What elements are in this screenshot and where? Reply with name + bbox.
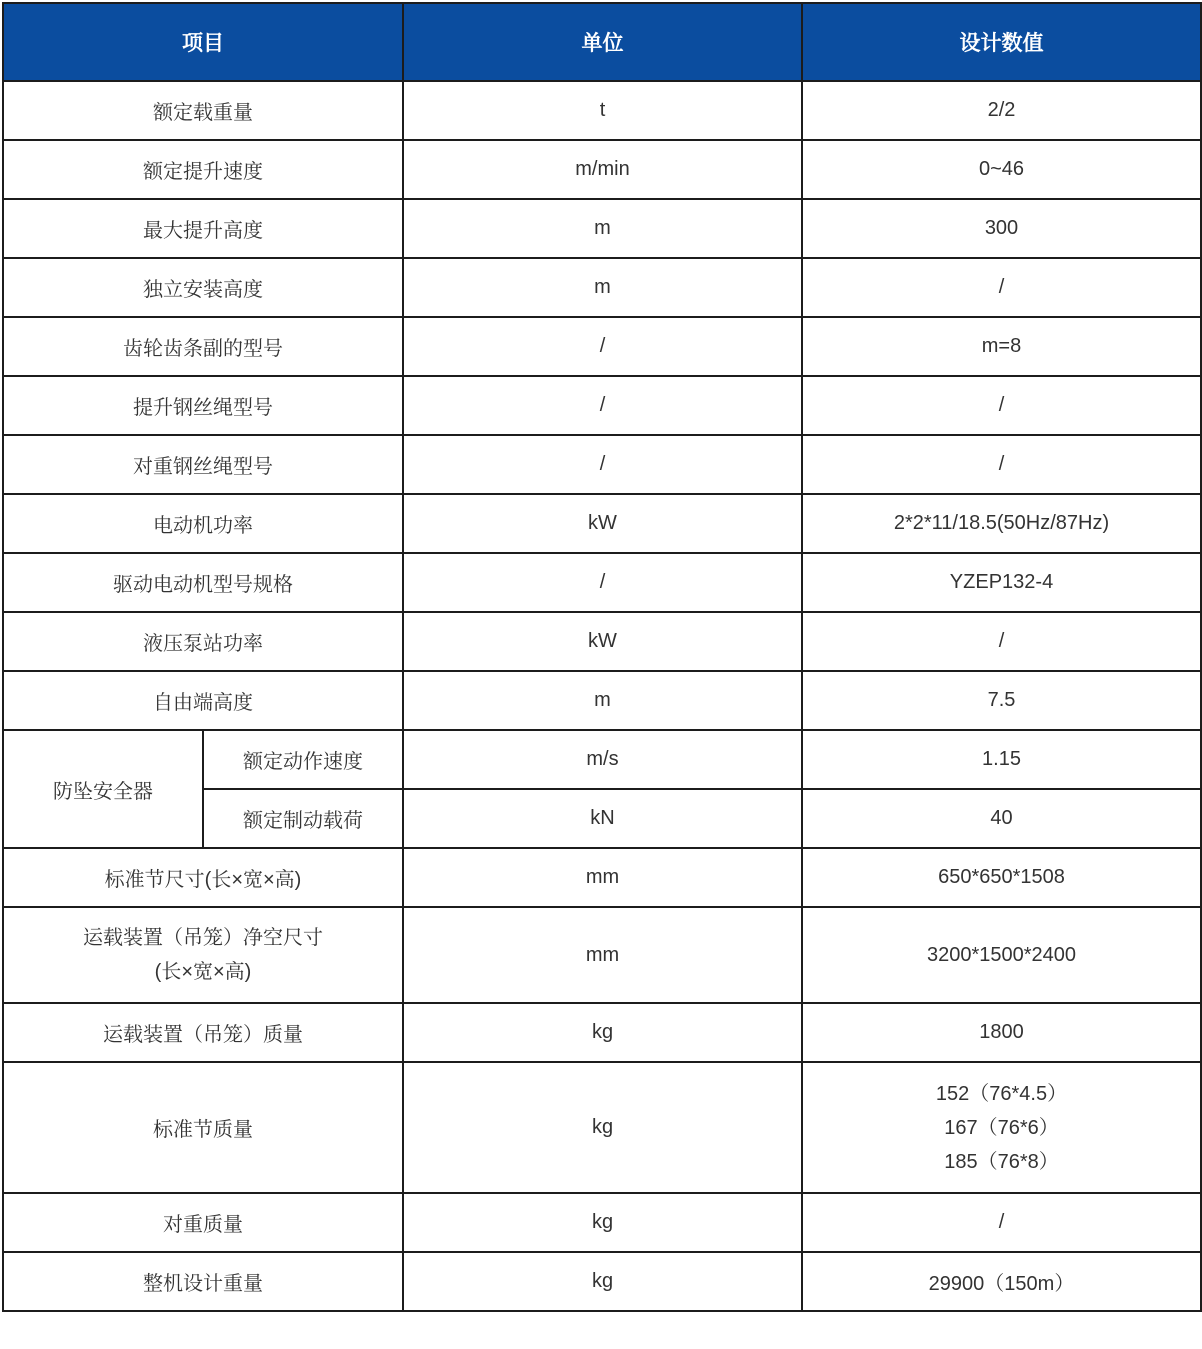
value-cell: /	[802, 376, 1201, 435]
item-cell: 标准节尺寸(长×宽×高)	[3, 848, 403, 907]
table-row-mast-section-size	[3, 848, 1201, 907]
value-cell: 0~46	[802, 140, 1201, 199]
table-row-total-design-weight	[3, 1252, 1201, 1311]
unit-cell: /	[403, 553, 802, 612]
value-cell: 3200*1500*2400	[802, 907, 1201, 1003]
table-row-free-end-height	[3, 671, 1201, 730]
table-row-motor-power	[3, 494, 1201, 553]
item-cell	[3, 907, 403, 1003]
unit-cell: m	[403, 199, 802, 258]
item-cell: 额定制动载荷	[203, 789, 403, 848]
value-cell: /	[802, 435, 1201, 494]
table-row-freestanding-height	[3, 258, 1201, 317]
table-row-lifting-speed	[3, 140, 1201, 199]
header-row	[3, 3, 1201, 81]
unit-cell: kg	[403, 1062, 802, 1193]
unit-cell: kW	[403, 612, 802, 671]
item-cell: 液压泵站功率	[3, 612, 403, 671]
item-cell: 额定动作速度	[203, 730, 403, 789]
item-cell: 最大提升高度	[3, 199, 403, 258]
value-cell: 650*650*1508	[802, 848, 1201, 907]
item-cell: 额定载重量	[3, 81, 403, 140]
unit-cell: m/s	[403, 730, 802, 789]
item-line: 运载装置（吊笼）净空尺寸	[83, 927, 323, 949]
table-row-rack-pinion-model	[3, 317, 1201, 376]
safety-device-group-label: 防坠安全器	[3, 730, 203, 848]
table-row-counterweight-mass	[3, 1193, 1201, 1252]
unit-cell: m	[403, 258, 802, 317]
item-cell: 电动机功率	[3, 494, 403, 553]
value-cell: 2/2	[802, 81, 1201, 140]
item-cell: 对重钢丝绳型号	[3, 435, 403, 494]
header-value: 设计数值	[802, 3, 1201, 81]
unit-cell: mm	[403, 848, 802, 907]
unit-cell: m	[403, 671, 802, 730]
item-cell: 运载装置（吊笼）质量	[3, 1003, 403, 1062]
value-line: 152（76*4.5）	[935, 1082, 1068, 1105]
item-cell: 驱动电动机型号规格	[3, 553, 403, 612]
value-cell: YZEP132-4	[802, 553, 1201, 612]
value-cell: 1.15	[802, 730, 1201, 789]
item-cell: 提升钢丝绳型号	[3, 376, 403, 435]
value-cell: 1800	[802, 1003, 1201, 1062]
table-row-rated-load	[3, 81, 1201, 140]
table-row-hoist-rope-model	[3, 376, 1201, 435]
header-item: 项目	[3, 3, 403, 81]
value-cell: 7.5	[802, 671, 1201, 730]
item-cell: 齿轮齿条副的型号	[3, 317, 403, 376]
item-cell: 额定提升速度	[3, 140, 403, 199]
unit-cell: mm	[403, 907, 802, 1003]
item-cell: 对重质量	[3, 1193, 403, 1252]
item-line: (长×宽×高)	[154, 961, 252, 983]
unit-cell: /	[403, 376, 802, 435]
table-row-hydraulic-pump-power	[3, 612, 1201, 671]
unit-cell: m/min	[403, 140, 802, 199]
value-cell: m=8	[802, 317, 1201, 376]
table-row-safety-device-speed	[3, 730, 1201, 789]
item-cell: 整机设计重量	[3, 1252, 403, 1311]
table-row-drive-motor-model	[3, 553, 1201, 612]
value-cell: 2*2*11/18.5(50Hz/87Hz)	[802, 494, 1201, 553]
value-line: 167（76*6）	[944, 1116, 1059, 1139]
value-cell	[802, 1062, 1201, 1193]
value-cell: 300	[802, 199, 1201, 258]
table-row-max-height	[3, 199, 1201, 258]
table-row-mast-section-mass	[3, 1062, 1201, 1193]
value-cell: /	[802, 258, 1201, 317]
item-cell: 标准节质量	[3, 1062, 403, 1193]
value-cell: 29900（150m）	[802, 1252, 1201, 1311]
value-cell: /	[802, 1193, 1201, 1252]
spec-table	[2, 2, 1202, 1312]
table-row-cage-mass	[3, 1003, 1201, 1062]
table-row-counterweight-rope-model	[3, 435, 1201, 494]
header-unit: 单位	[403, 3, 802, 81]
unit-cell: /	[403, 435, 802, 494]
unit-cell: t	[403, 81, 802, 140]
unit-cell: kg	[403, 1003, 802, 1062]
unit-cell: kg	[403, 1252, 802, 1311]
unit-cell: /	[403, 317, 802, 376]
unit-cell: kg	[403, 1193, 802, 1252]
value-cell: 40	[802, 789, 1201, 848]
table-row-cage-clear-size	[3, 907, 1201, 1003]
unit-cell: kN	[403, 789, 802, 848]
value-cell: /	[802, 612, 1201, 671]
unit-cell: kW	[403, 494, 802, 553]
item-cell: 自由端高度	[3, 671, 403, 730]
value-line: 185（76*8）	[944, 1150, 1059, 1173]
item-cell: 独立安装高度	[3, 258, 403, 317]
